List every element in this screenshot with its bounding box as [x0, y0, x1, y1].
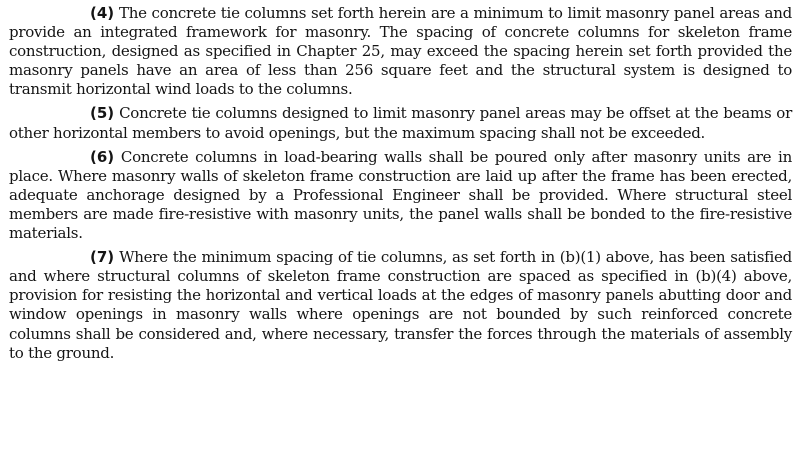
paragraph-number: (7) — [90, 248, 115, 267]
paragraph-text: The concrete tie columns set forth herein are a minimum to limit masonry panel areas and provide an integrated framework for masonry. The spacing of concrete columns for skeleton frame construction, designed as specified in Chapter 25, may exceed the spacing herein set forth provided the masonry panels have an area of less than 256 square feet and the structural system is designed to transmit horizontal wind loads to the columns. — [9, 4, 792, 99]
paragraph-5 — [9, 104, 792, 142]
paragraph-number: (5) — [90, 104, 115, 123]
paragraph-number: (4) — [90, 4, 115, 22]
paragraph-text: Concrete tie columns designed to limit masonry panel areas may be offset at the beams or other horizontal members to avoid openings, but the maximum spacing shall not be exceeded. — [9, 104, 792, 142]
paragraph-7 — [9, 248, 792, 363]
paragraph-4 — [9, 4, 792, 99]
paragraph-6 — [9, 148, 792, 243]
paragraph-text: Where the minimum spacing of tie columns, as set forth in (b)(1) above, has been satisfied and where structural columns of skeleton frame construction are spaced as specified in (b)(4) above, provision for resisting the horizontal and vertical loads at the edges of masonry panels abutting door and window openings in masonry walls where openings are not bounded by such reinforced concrete columns shall be considered and, where necessary, transfer the forces through the materials of assembly to the ground. — [9, 248, 792, 362]
paragraph-number: (6) — [90, 147, 115, 166]
paragraph-text: Concrete columns in load-bearing walls shall be poured only after masonry units are in place. Where masonry walls of skeleton frame construction are laid up after the frame has been erected, adequate anchorage designed by a Professional Engineer shall be provided. Where structural steel members are made fire-resistive with masonry units, the panel walls shall be bonded to the fire-resistive materials. — [9, 147, 792, 243]
